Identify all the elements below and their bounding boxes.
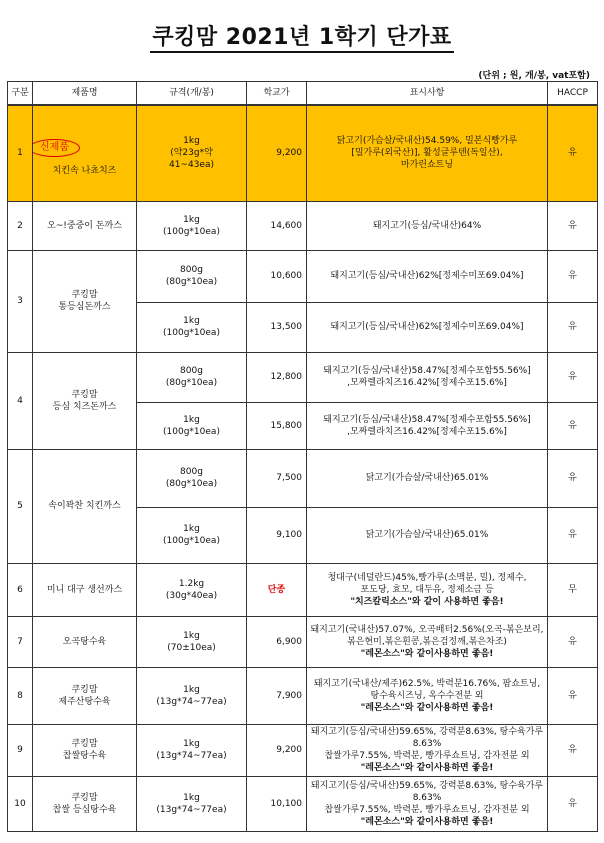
row-spec: 1kg (13g*74~77ea)	[137, 776, 247, 831]
table-row	[8, 616, 598, 667]
row-desc: 닭고기(가슴살/국내산)54.59%, 밀본식빵가루 [밀가루(외국산)], 활성글루텐(독일산), 마가린쇼트닝	[307, 105, 548, 201]
row-haccp: 유	[548, 667, 598, 724]
row-name: 오곡탕수육	[33, 616, 137, 667]
table-row	[8, 352, 598, 402]
row-no: 1	[8, 105, 33, 201]
row-name: 쿠킹맘 찹쌀 등심탕수육	[33, 776, 137, 831]
row-price: 13,500	[247, 302, 307, 352]
row-no: 9	[8, 724, 33, 776]
row-price: 9,200	[247, 105, 307, 201]
desc-text: 돼지고기(국내산)57.07%, 오곡배터2.56%(오곡-볶은보리, 볶은현미,볶은흰콩,볶은검정깨,볶은차조)	[310, 624, 544, 647]
header-price: 학교가	[247, 82, 307, 106]
row-spec: 800g (80g*10ea)	[137, 250, 247, 302]
row-name: 쿠킹맘 등심 치즈돈까스	[33, 352, 137, 449]
row-desc: 닭고기(가슴살/국내산)65.01%	[307, 449, 548, 507]
row-no: 5	[8, 449, 33, 563]
row-name	[33, 105, 137, 201]
row-haccp: 유	[548, 352, 598, 402]
desc-text: 돼지고기(국내산/제주)62.5%, 박력분16.76%, 팜쇼트닝, 탕수육시즈닝, 옥수수전분 외	[313, 678, 541, 701]
desc-tip: "레몬소스"와 같이사용하면 좋음!	[360, 648, 494, 659]
header-spec: 규격(개/봉)	[137, 82, 247, 106]
row-name: 미니 대구 생선까스	[33, 563, 137, 616]
price-table	[7, 81, 598, 832]
row-desc	[307, 616, 548, 667]
row-desc: 돼지고기(등심/국내산)58.47%[정제수포함55.56%] ,모짜렐라치즈16.42%[정제수포15.6%]	[307, 402, 548, 449]
table-row	[8, 724, 598, 776]
table-row	[8, 250, 598, 302]
row-spec: 800g (80g*10ea)	[137, 352, 247, 402]
row-haccp: 유	[548, 105, 598, 201]
row-haccp: 유	[548, 402, 598, 449]
row-price: 14,600	[247, 201, 307, 250]
row-haccp: 유	[548, 201, 598, 250]
row-haccp: 무	[548, 563, 598, 616]
row-price-discontinued: 단종	[247, 563, 307, 616]
desc-text: 청대구(네덜란드)45%,빵가루(소맥분, 밀), 정제수, 포도당, 효모, 대두유, 정제소금 등	[327, 572, 527, 595]
table-row	[8, 563, 598, 616]
row-name: 쿠킹맘 통등심돈까스	[33, 250, 137, 352]
row-desc	[307, 563, 548, 616]
row-spec: 1kg (약23g*약 41~43ea)	[137, 105, 247, 201]
row-no: 6	[8, 563, 33, 616]
row-haccp: 유	[548, 507, 598, 563]
row-haccp: 유	[548, 302, 598, 352]
row-desc: 돼지고기(등심/국내산)64%	[307, 201, 548, 250]
row-haccp: 유	[548, 250, 598, 302]
desc-tip: "레몬소스"와 같이사용하면 좋음!	[360, 816, 494, 827]
row-desc	[307, 724, 548, 776]
row-name: 쿠킹맘 제주산탕수육	[33, 667, 137, 724]
row-spec: 1kg (70±10ea)	[137, 616, 247, 667]
header-haccp: HACCP	[548, 82, 598, 106]
page-title	[0, 20, 604, 51]
row-spec: 800g (80g*10ea)	[137, 449, 247, 507]
row-haccp: 유	[548, 724, 598, 776]
row-name: 쿠킹맘 찹쌀탕수육	[33, 724, 137, 776]
row-desc: 돼지고기(등심/국내산)58.47%[정제수포함55.56%] ,모짜렐라치즈16.42%[정제수포15.6%]	[307, 352, 548, 402]
table-row	[8, 776, 598, 831]
row-price: 10,600	[247, 250, 307, 302]
row-desc: 돼지고기(등심/국내산)62%[정제수미포69.04%]	[307, 250, 548, 302]
row-spec: 1kg (100g*10ea)	[137, 402, 247, 449]
row-price: 6,900	[247, 616, 307, 667]
row-price: 7,500	[247, 449, 307, 507]
table-row	[8, 201, 598, 250]
row-price: 15,800	[247, 402, 307, 449]
product-name: 치킨속 나쵸치즈	[52, 166, 117, 177]
row-spec: 1kg (100g*10ea)	[137, 507, 247, 563]
header-desc: 표시사항	[307, 82, 548, 106]
row-spec: 1kg (100g*10ea)	[137, 201, 247, 250]
row-desc	[307, 776, 548, 831]
desc-tip: "치즈칼릭소스"와 같이 사용하면 좋음!	[350, 596, 504, 607]
table-row	[8, 667, 598, 724]
row-no: 3	[8, 250, 33, 352]
unit-note: (단위 ; 원, 개/봉, vat포함)	[478, 71, 590, 81]
header-name: 제품명	[33, 82, 137, 106]
row-desc: 돼지고기(등심/국내산)62%[정제수미포69.04%]	[307, 302, 548, 352]
row-haccp: 유	[548, 449, 598, 507]
title-text: 쿠킹맘 2021년 1학기 단가표	[150, 25, 453, 53]
row-price: 10,100	[247, 776, 307, 831]
row-no: 8	[8, 667, 33, 724]
desc-text: 돼지고기(등심/국내산)59.65%, 강력분8.63%, 탕수육가루8.63% 찹쌀가루7.55%, 박력분, 빵가루쇼트닝, 감자전분 외	[310, 780, 544, 815]
row-haccp: 유	[548, 776, 598, 831]
row-no: 7	[8, 616, 33, 667]
table-header-row	[8, 82, 598, 106]
row-spec: 1kg (100g*10ea)	[137, 302, 247, 352]
row-haccp: 유	[548, 616, 598, 667]
desc-tip: "레몬소스"와 같이사용하면 좋음!	[360, 763, 494, 773]
row-no: 2	[8, 201, 33, 250]
row-no: 4	[8, 352, 33, 449]
row-name: 오~!중중이 돈까스	[33, 201, 137, 250]
row-price: 7,900	[247, 667, 307, 724]
desc-tip: "레몬소스"와 같이사용하면 좋음!	[360, 702, 494, 713]
row-no: 10	[8, 776, 33, 831]
row-price: 9,200	[247, 724, 307, 776]
table-row	[8, 449, 598, 507]
header-no: 구분	[8, 82, 33, 106]
row-price: 9,100	[247, 507, 307, 563]
row-name: 속이꽉찬 치킨까스	[33, 449, 137, 563]
row-spec: 1.2kg (30g*40ea)	[137, 563, 247, 616]
row-spec: 1kg (13g*74~77ea)	[137, 667, 247, 724]
desc-text: 돼지고기(등심/국내산)59.65%, 강력분8.63%, 탕수육가루8.63% 찹쌀가루7.55%, 박력분, 빵가루쇼트닝, 감자전분 외	[310, 727, 544, 761]
new-product-badge: 신제품	[33, 139, 80, 157]
row-desc: 닭고기(가슴살/국내산)65.01%	[307, 507, 548, 563]
row-price: 12,800	[247, 352, 307, 402]
row-desc	[307, 667, 548, 724]
table-row	[8, 105, 598, 201]
row-spec: 1kg (13g*74~77ea)	[137, 724, 247, 776]
